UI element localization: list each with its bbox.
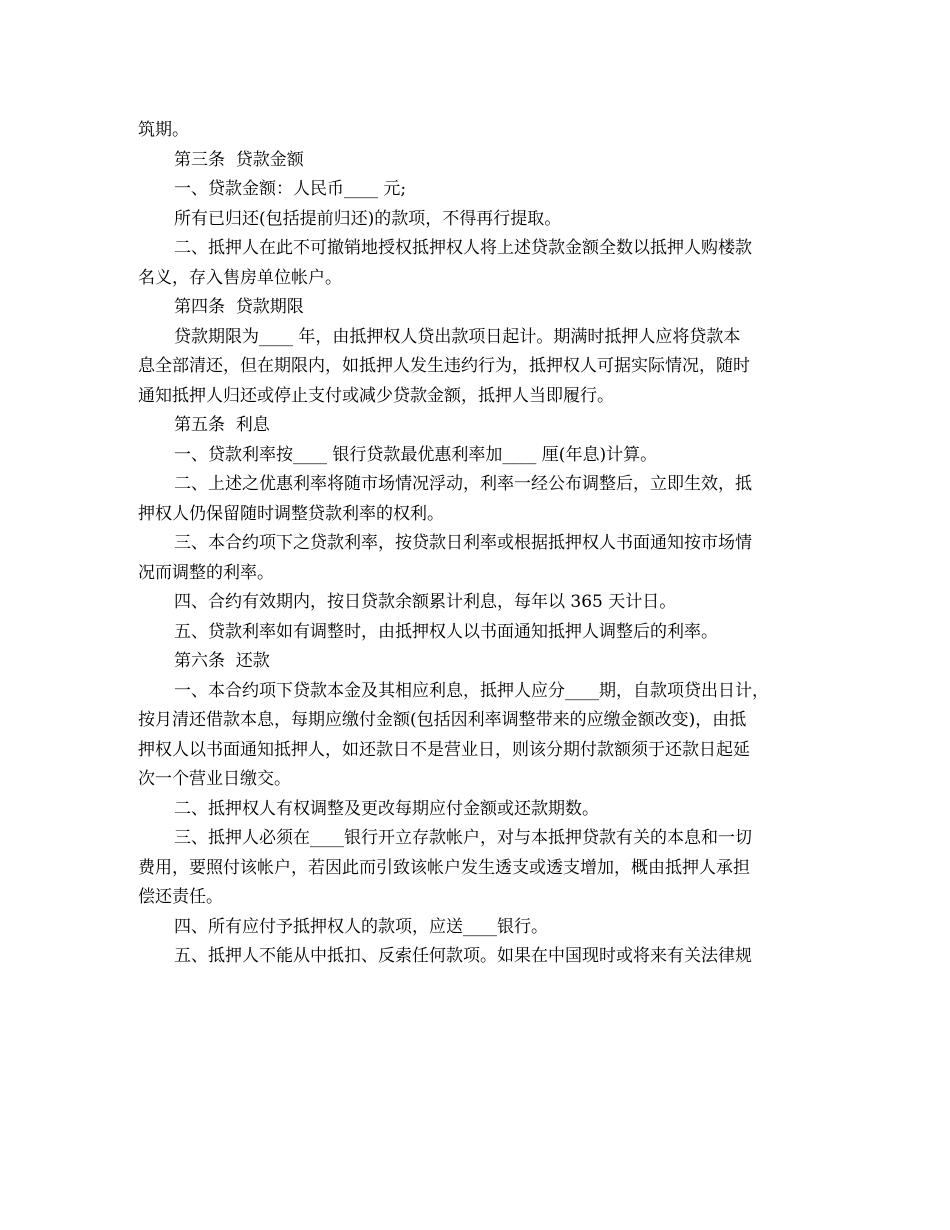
text-line: 费用，要照付该帐户，若因此而引致该帐户发生透支或透支增加，概由抵押人承担	[138, 857, 750, 878]
text-line: 二、抵押人在此不可撤销地授权抵押权人将上述贷款金额全数以抵押人购楼款	[174, 238, 752, 258]
text-line: 通知抵押人归还或停止支付或减少贷款金额，抵押人当即履行。	[138, 385, 614, 406]
document-body	[138, 116, 818, 972]
text-line: 押权人以书面通知抵押人，如还款日不是营业日，则该分期付款额须于还款日起延	[138, 739, 750, 760]
text-line: 息全部清还，但在期限内，如抵押人发生违约行为，抵押权人可据实际情况，随时	[138, 356, 750, 376]
text-line: 贷款期限为____ 年，由抵押权人贷出款项日起计。期满时抵押人应将贷款本	[174, 326, 741, 347]
text-line: 二、抵押权人有权调整及更改每期应付金额或还款期数。	[174, 798, 599, 819]
text-line: 三、抵押人必须在____银行开立存款帐户，对与本抵押贷款有关的本息和一切	[174, 828, 752, 848]
text-line: 偿还责任。	[138, 887, 223, 907]
text-line: 况而调整的利率。	[138, 562, 274, 583]
text-line: 二、上述之优惠利率将随市场情况浮动，利率一经公布调整后，立即生效，抵	[174, 474, 752, 494]
text-line: 名义，存入售房单位帐户。	[138, 267, 342, 288]
text-line: 按月清还借款本息，每期应缴付金额(包括因利率调整带来的应缴金额改变)，由抵	[138, 710, 747, 730]
text-line: 筑期。	[138, 120, 189, 140]
text-line: 一、本合约项下贷款本金及其相应利息，抵押人应分____期，自款项贷出日计，	[174, 680, 769, 701]
article-heading: 第六条 还款	[174, 651, 270, 671]
text-line: 四、合约有效期内，按日贷款余额累计利息，每年以 365 天计日。	[174, 592, 677, 612]
text-line: 次一个营业日缴交。	[138, 769, 291, 789]
text-line: 所有已归还(包括提前归还)的款项，不得再行提取。	[174, 208, 562, 229]
text-line: 三、本合约项下之贷款利率，按贷款日利率或根据抵押权人书面通知按市场情	[174, 533, 752, 553]
text-line: 一、贷款利率按____ 银行贷款最优惠利率加____ 厘(年息)计算。	[174, 444, 658, 465]
article-heading: 第五条 利息	[174, 415, 270, 435]
text-line: 一、贷款金额：人民币____ 元;	[174, 179, 407, 199]
article-heading: 第三条 贷款金额	[174, 149, 304, 170]
text-line: 五、贷款利率如有调整时，由抵押权人以书面通知抵押人调整后的利率。	[174, 621, 718, 642]
text-line: 押权人仍保留随时调整贷款利率的权利。	[138, 503, 444, 524]
article-heading: 第四条 贷款期限	[174, 297, 304, 317]
text-line: 五、抵押人不能从中抵扣、反索任何款项。如果在中国现时或将来有关法律规	[174, 946, 752, 966]
text-line: 四、所有应付予抵押权人的款项，应送____银行。	[174, 916, 548, 937]
